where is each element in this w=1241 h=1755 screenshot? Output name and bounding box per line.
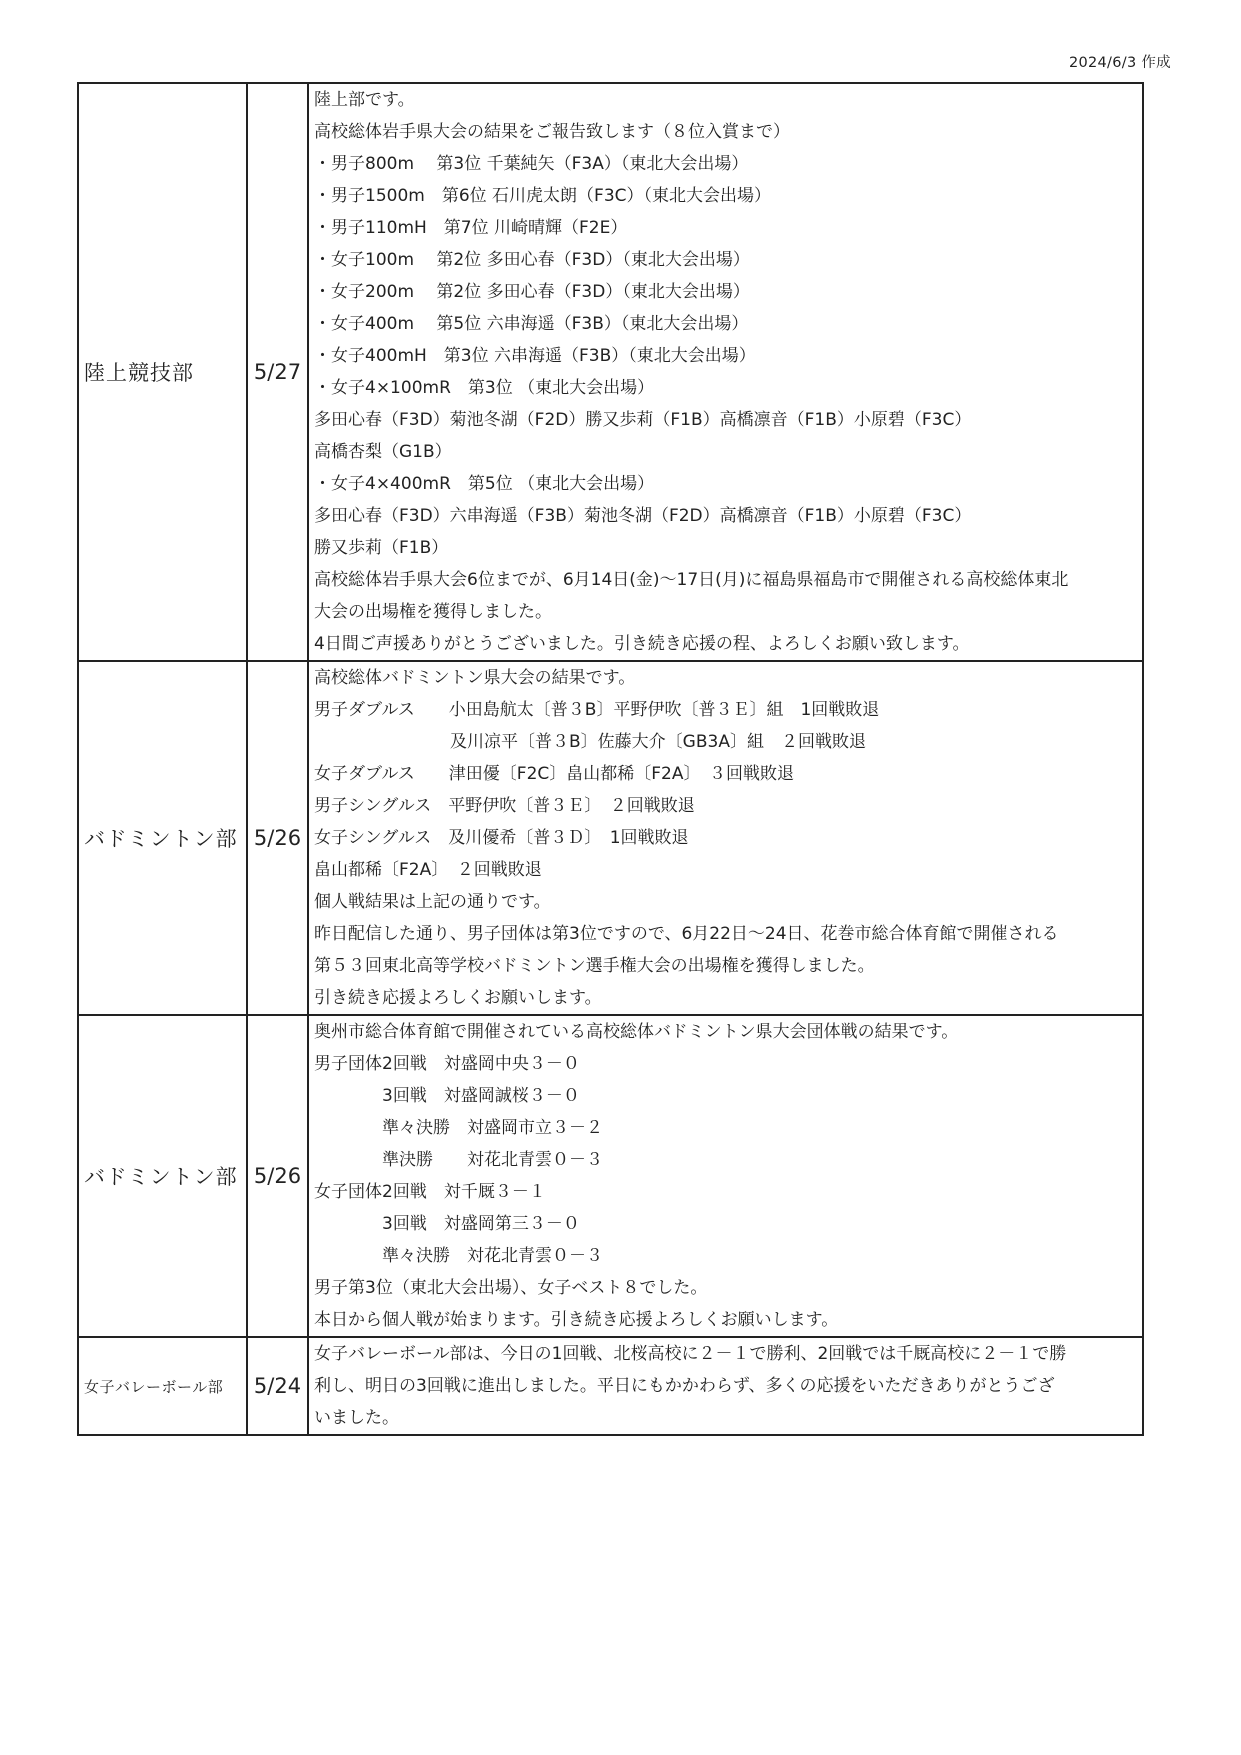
content-line: 第５３回東北高等学校バドミントン選手権大会の出場権を獲得しました。	[314, 956, 875, 976]
content-line: 女子バレーボール部は、今日の1回戦、北桜高校に２－１で勝利、2回戦では千厩高校に２－１で勝	[314, 1344, 1067, 1364]
report-row	[78, 1337, 1143, 1435]
content-line: 女子シングルス 及川優希〔普３Ｄ〕 1回戦敗退	[314, 828, 689, 848]
report-row	[78, 661, 1143, 1015]
content-line: 3回戦 対盛岡第三３－０	[314, 1214, 580, 1234]
club-name-cell: バドミントン部	[78, 1015, 247, 1337]
content-line: 準々決勝 対盛岡市立３－２	[314, 1118, 603, 1138]
content-line: ・男子110mH 第7位 川崎晴輝（F2E）	[314, 218, 628, 238]
content-line: 3回戦 対盛岡誠桜３－０	[314, 1086, 580, 1106]
content-line: 昨日配信した通り、男子団体は第3位ですので、6月22日～24日、花巻市総合体育館で開催される	[314, 924, 1059, 944]
content-line: 高橋杏梨（G1B）	[314, 442, 452, 462]
content-line: ・女子400m 第5位 六串海遥（F3B）（東北大会出場）	[314, 314, 749, 334]
content-line: 個人戦結果は上記の通りです。	[314, 892, 551, 912]
content-line: 陸上部です。	[314, 90, 415, 110]
report-date-cell: 5/27	[247, 83, 308, 661]
content-line: 畠山都稀〔F2A〕 ２回戦敗退	[314, 860, 542, 880]
report-content-cell	[308, 83, 1143, 661]
content-line: ・女子100m 第2位 多田心春（F3D）（東北大会出場）	[314, 250, 750, 270]
content-line: ・女子4×400mR 第5位 （東北大会出場）	[314, 474, 655, 494]
content-line: いました。	[314, 1408, 399, 1428]
content-line: 男子第3位（東北大会出場）、女子ベスト８でした。	[314, 1278, 708, 1298]
content-line: 準々決勝 対花北青雲０－３	[314, 1246, 603, 1266]
club-name-cell: 陸上競技部	[78, 83, 247, 661]
club-name-cell: 女子バレーボール部	[78, 1337, 247, 1435]
content-line: 準決勝 対花北青雲０－３	[314, 1150, 603, 1170]
content-line: 利し、明日の3回戦に進出しました。平日にもかかわらず、多くの応援をいただきありがとうござ	[314, 1376, 1055, 1396]
content-line: 高校総体岩手県大会の結果をご報告致します（８位入賞まで）	[314, 122, 790, 142]
content-line: 高校総体バドミントン県大会の結果です。	[314, 668, 636, 688]
content-line: 男子シングルス 平野伊吹〔普３Ｅ〕 ２回戦敗退	[314, 796, 695, 816]
report-row	[78, 83, 1143, 661]
content-line: 女子団体2回戦 対千厩３－１	[314, 1182, 546, 1202]
content-line: ・男子1500m 第6位 石川虎太朗（F3C）（東北大会出場）	[314, 186, 772, 206]
content-line: 大会の出場権を獲得しました。	[314, 602, 552, 622]
content-line: ・女子4×100mR 第3位 （東北大会出場）	[314, 378, 655, 398]
report-content-cell	[308, 1337, 1143, 1435]
report-content-cell	[308, 661, 1143, 1015]
report-row	[78, 1015, 1143, 1337]
report-date-cell: 5/26	[247, 1015, 308, 1337]
report-table	[77, 82, 1144, 1436]
report-date-cell: 5/24	[247, 1337, 308, 1435]
content-line: ・男子800m 第3位 千葉純矢（F3A）（東北大会出場）	[314, 154, 749, 174]
club-name-cell: バドミントン部	[78, 661, 247, 1015]
report-date-cell: 5/26	[247, 661, 308, 1015]
content-line: 及川凉平〔普３B〕佐藤大介〔GB3A〕組 ２回戦敗退	[314, 732, 866, 752]
content-line: 多田心春（F3D）菊池冬湖（F2D）勝又歩莉（F1B）高橋凛音（F1B）小原碧（F3C）	[314, 410, 972, 430]
content-line: 引き続き応援よろしくお願いします。	[314, 988, 602, 1008]
content-line: 勝又歩莉（F1B）	[314, 538, 449, 558]
content-line: 男子団体2回戦 対盛岡中央３－０	[314, 1054, 580, 1074]
content-line: 男子ダブルス 小田島航太〔普３B〕平野伊吹〔普３Ｅ〕組 1回戦敗退	[314, 700, 880, 720]
content-line: 本日から個人戦が始まります。引き続き応援よろしくお願いします。	[314, 1310, 839, 1330]
report-table-body	[78, 83, 1143, 1435]
content-line: ・女子200m 第2位 多田心春（F3D）（東北大会出場）	[314, 282, 750, 302]
content-line: 奥州市総合体育館で開催されている高校総体バドミントン県大会団体戦の結果です。	[314, 1022, 959, 1042]
created-date: 2024/6/3 作成	[1068, 55, 1171, 71]
content-line: 女子ダブルス 津田優〔F2C〕畠山都稀〔F2A〕 ３回戦敗退	[314, 764, 794, 784]
content-line: ・女子400mH 第3位 六串海遥（F3B）（東北大会出場）	[314, 346, 756, 366]
content-line: 多田心春（F3D）六串海遥（F3B）菊池冬湖（F2D）高橋凛音（F1B）小原碧（F3C）	[314, 506, 972, 526]
content-line: 4日間ご声援ありがとうございました。引き続き応援の程、よろしくお願い致します。	[314, 634, 970, 654]
content-line: 高校総体岩手県大会6位までが、6月14日(金)～17日(月)に福島県福島市で開催される高校総体東北	[314, 570, 1069, 590]
report-content-cell	[308, 1015, 1143, 1337]
